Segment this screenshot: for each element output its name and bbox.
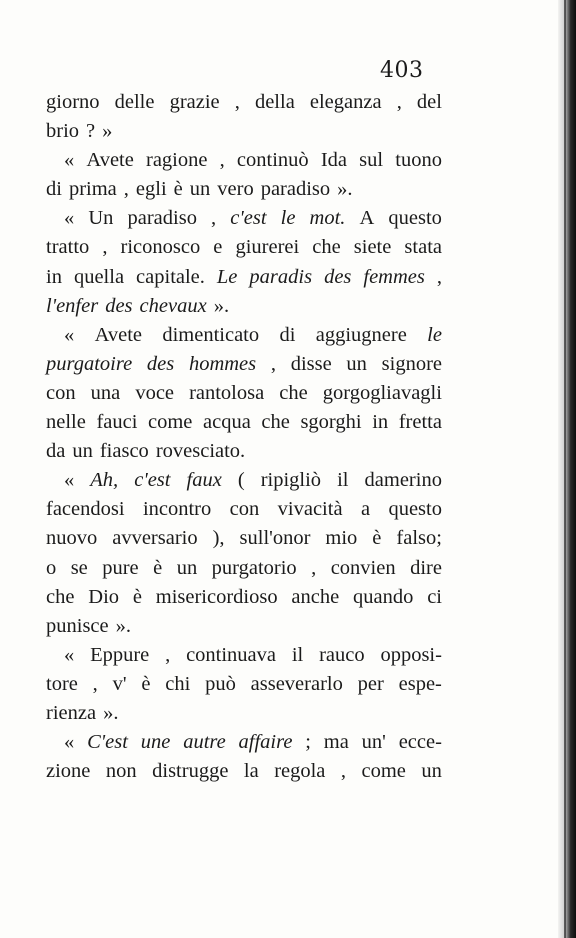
word: in <box>46 265 62 288</box>
word: , <box>234 91 240 113</box>
word: quella <box>73 265 125 288</box>
page-edge-shadow <box>558 0 576 938</box>
text-line <box>46 321 442 350</box>
word: egli <box>135 178 167 201</box>
word: riconosco <box>120 236 201 259</box>
word: a <box>360 498 371 521</box>
word: le <box>427 323 442 346</box>
word: une <box>140 731 171 754</box>
word: purgatoire <box>46 352 133 375</box>
word: capitale. <box>136 265 205 288</box>
word: sull'onor <box>239 527 311 550</box>
text-line <box>46 146 442 175</box>
word: giurerei <box>235 236 300 259</box>
word: stata <box>404 236 442 259</box>
word: ma <box>323 731 349 754</box>
word: « <box>64 731 75 754</box>
word: damerino <box>364 469 442 492</box>
text-line <box>46 757 442 786</box>
word: paradis <box>249 265 313 288</box>
word: voce <box>135 381 175 404</box>
word: una <box>90 381 121 404</box>
text-line <box>46 292 442 321</box>
word: è <box>153 556 163 579</box>
word: purgatorio <box>211 556 297 579</box>
word: Ida <box>320 149 348 172</box>
word: del <box>416 91 442 113</box>
word: giorno <box>46 91 100 113</box>
word: C'est <box>87 731 128 754</box>
word: continuava <box>186 643 277 666</box>
word: des <box>324 265 352 288</box>
word: Le <box>216 265 238 288</box>
text-line <box>46 437 442 466</box>
word: la <box>243 760 259 783</box>
word: , <box>270 352 276 375</box>
word: falso; <box>396 527 442 550</box>
word: v' <box>112 672 127 695</box>
word: è <box>173 178 183 201</box>
word: , <box>165 643 171 666</box>
word: , <box>123 178 129 201</box>
word: come <box>361 760 406 783</box>
word: , <box>340 760 347 783</box>
word: ; <box>305 731 311 754</box>
word: autre <box>183 731 226 754</box>
word: hommes <box>188 352 257 375</box>
word: sul <box>359 149 384 172</box>
word: brio <box>46 120 80 143</box>
text-line <box>46 466 442 495</box>
word: che <box>46 585 75 608</box>
word: A <box>359 207 375 230</box>
word: con <box>46 381 76 404</box>
word: , <box>219 149 225 172</box>
word: Un <box>88 207 114 230</box>
word: Avete <box>86 149 134 172</box>
word: Dio <box>88 585 120 608</box>
word: un <box>346 352 367 375</box>
word: o <box>46 556 57 579</box>
word: fiasco <box>99 440 149 463</box>
word: Eppure <box>90 643 150 666</box>
word: continuò <box>236 149 309 172</box>
word: come <box>148 411 193 434</box>
word: con <box>229 498 260 521</box>
word: il <box>291 643 304 666</box>
word: femmes <box>363 265 425 288</box>
word: di <box>279 323 296 346</box>
word: anche <box>291 585 340 608</box>
text-line <box>46 612 442 641</box>
word: misericordioso <box>155 585 278 608</box>
word: ecce- <box>398 731 442 754</box>
word: vero <box>217 178 254 201</box>
word: « <box>64 323 75 346</box>
word: , <box>396 91 402 113</box>
word: , <box>311 556 317 579</box>
word: le <box>280 207 296 230</box>
word: ci <box>427 585 442 608</box>
word: l'enfer <box>46 294 99 317</box>
word: pure <box>102 556 139 579</box>
word: acqua <box>203 411 251 434</box>
word: c'est <box>230 207 267 230</box>
word: in <box>372 411 389 434</box>
word: tore <box>46 672 78 695</box>
word: ), <box>212 527 225 550</box>
word: » <box>102 120 113 143</box>
word: rantolosa <box>189 381 265 404</box>
word: è <box>132 585 142 608</box>
word: questo <box>388 498 442 521</box>
word: ». <box>103 701 119 724</box>
word: rienza <box>46 701 97 724</box>
word: chi <box>165 672 191 695</box>
word: tuono <box>395 149 442 172</box>
word: nuovo <box>46 527 98 550</box>
word: ( <box>237 469 245 492</box>
word: des <box>105 294 133 317</box>
word: fretta <box>398 411 442 434</box>
word: della <box>254 91 295 113</box>
word: nelle <box>46 411 86 434</box>
word: rauco <box>319 643 365 666</box>
text-line <box>46 175 442 204</box>
word: un <box>176 556 198 579</box>
word: può <box>205 672 236 695</box>
word: paradiso <box>260 178 331 201</box>
text-line <box>46 88 442 117</box>
word: chevaux <box>139 294 207 317</box>
word: signore <box>381 352 442 375</box>
word: Ah, <box>90 469 119 492</box>
word: Avete <box>94 323 143 346</box>
text-line <box>46 524 442 553</box>
word: , <box>436 265 442 288</box>
word: , <box>92 672 98 695</box>
word: opposi- <box>380 643 442 666</box>
word: per <box>357 672 384 695</box>
word: di <box>46 178 62 201</box>
word: , <box>211 207 217 230</box>
word: prima <box>68 178 117 201</box>
text-line <box>46 204 442 233</box>
text-line <box>46 670 442 699</box>
word: incontro <box>142 498 212 521</box>
word: sgorghi <box>300 411 362 434</box>
word: des <box>146 352 175 375</box>
text-line <box>46 263 442 292</box>
word: è <box>372 527 382 550</box>
word: ». <box>213 294 230 317</box>
word: regola <box>274 760 326 783</box>
word: distrugge <box>152 760 229 783</box>
word: che <box>279 381 308 404</box>
word: eleganza <box>309 91 382 113</box>
word: che <box>312 236 341 259</box>
word: espe- <box>398 672 442 695</box>
word: ». <box>115 614 131 637</box>
word: delle <box>114 91 155 113</box>
word: non <box>105 760 137 783</box>
word: vivacità <box>277 498 343 521</box>
text-line <box>46 495 442 524</box>
text-line <box>46 379 442 408</box>
word: punisce <box>46 614 109 637</box>
word: avversario <box>112 527 198 550</box>
word: aggiugnere <box>315 323 407 346</box>
word: è <box>141 672 151 695</box>
word: quando <box>353 585 414 608</box>
word: ? <box>86 120 96 143</box>
word: un' <box>361 731 386 754</box>
word: c'est <box>134 469 171 492</box>
word: « <box>64 149 75 172</box>
text-line <box>46 408 442 437</box>
word: ripigliò <box>260 469 322 492</box>
word: grazie <box>169 91 220 113</box>
word: ragione <box>146 149 208 172</box>
word: facendosi <box>46 498 125 521</box>
word: disse <box>290 352 332 375</box>
word: un <box>72 440 93 463</box>
word: convien <box>330 556 396 579</box>
text-line <box>46 350 442 379</box>
word: se <box>70 556 88 579</box>
body-text <box>46 88 442 786</box>
page-number: 403 <box>380 58 424 83</box>
word: paradiso <box>127 207 197 230</box>
word: dire <box>410 556 442 579</box>
word: siete <box>353 236 392 259</box>
word: mio <box>325 527 358 550</box>
word: asseverarlo <box>250 672 343 695</box>
word: « <box>64 643 75 666</box>
word: il <box>337 469 349 492</box>
word: questo <box>388 207 442 230</box>
word: dimenticato <box>162 323 260 346</box>
word: gorgogliavagli <box>322 381 442 404</box>
word: che <box>261 411 290 434</box>
text-line <box>46 117 442 146</box>
word: affaire <box>238 731 293 754</box>
word: un <box>189 178 211 201</box>
word: « <box>64 207 75 230</box>
word: fauci <box>96 411 138 434</box>
page-edge-stripe <box>564 0 566 938</box>
word: e <box>213 236 223 259</box>
word: , <box>102 236 108 259</box>
text-line <box>46 641 442 670</box>
word: rovesciato. <box>155 440 246 463</box>
text-line <box>46 699 442 728</box>
word: ». <box>337 178 353 201</box>
word: da <box>46 440 66 463</box>
text-line <box>46 583 442 612</box>
word: un <box>421 760 442 783</box>
word: faux <box>186 469 222 492</box>
text-line <box>46 554 442 583</box>
word: tratto <box>46 236 90 259</box>
word: mot. <box>309 207 346 230</box>
text-line <box>46 728 442 757</box>
text-line <box>46 233 442 262</box>
word: zione <box>46 760 91 783</box>
word: « <box>64 469 75 492</box>
